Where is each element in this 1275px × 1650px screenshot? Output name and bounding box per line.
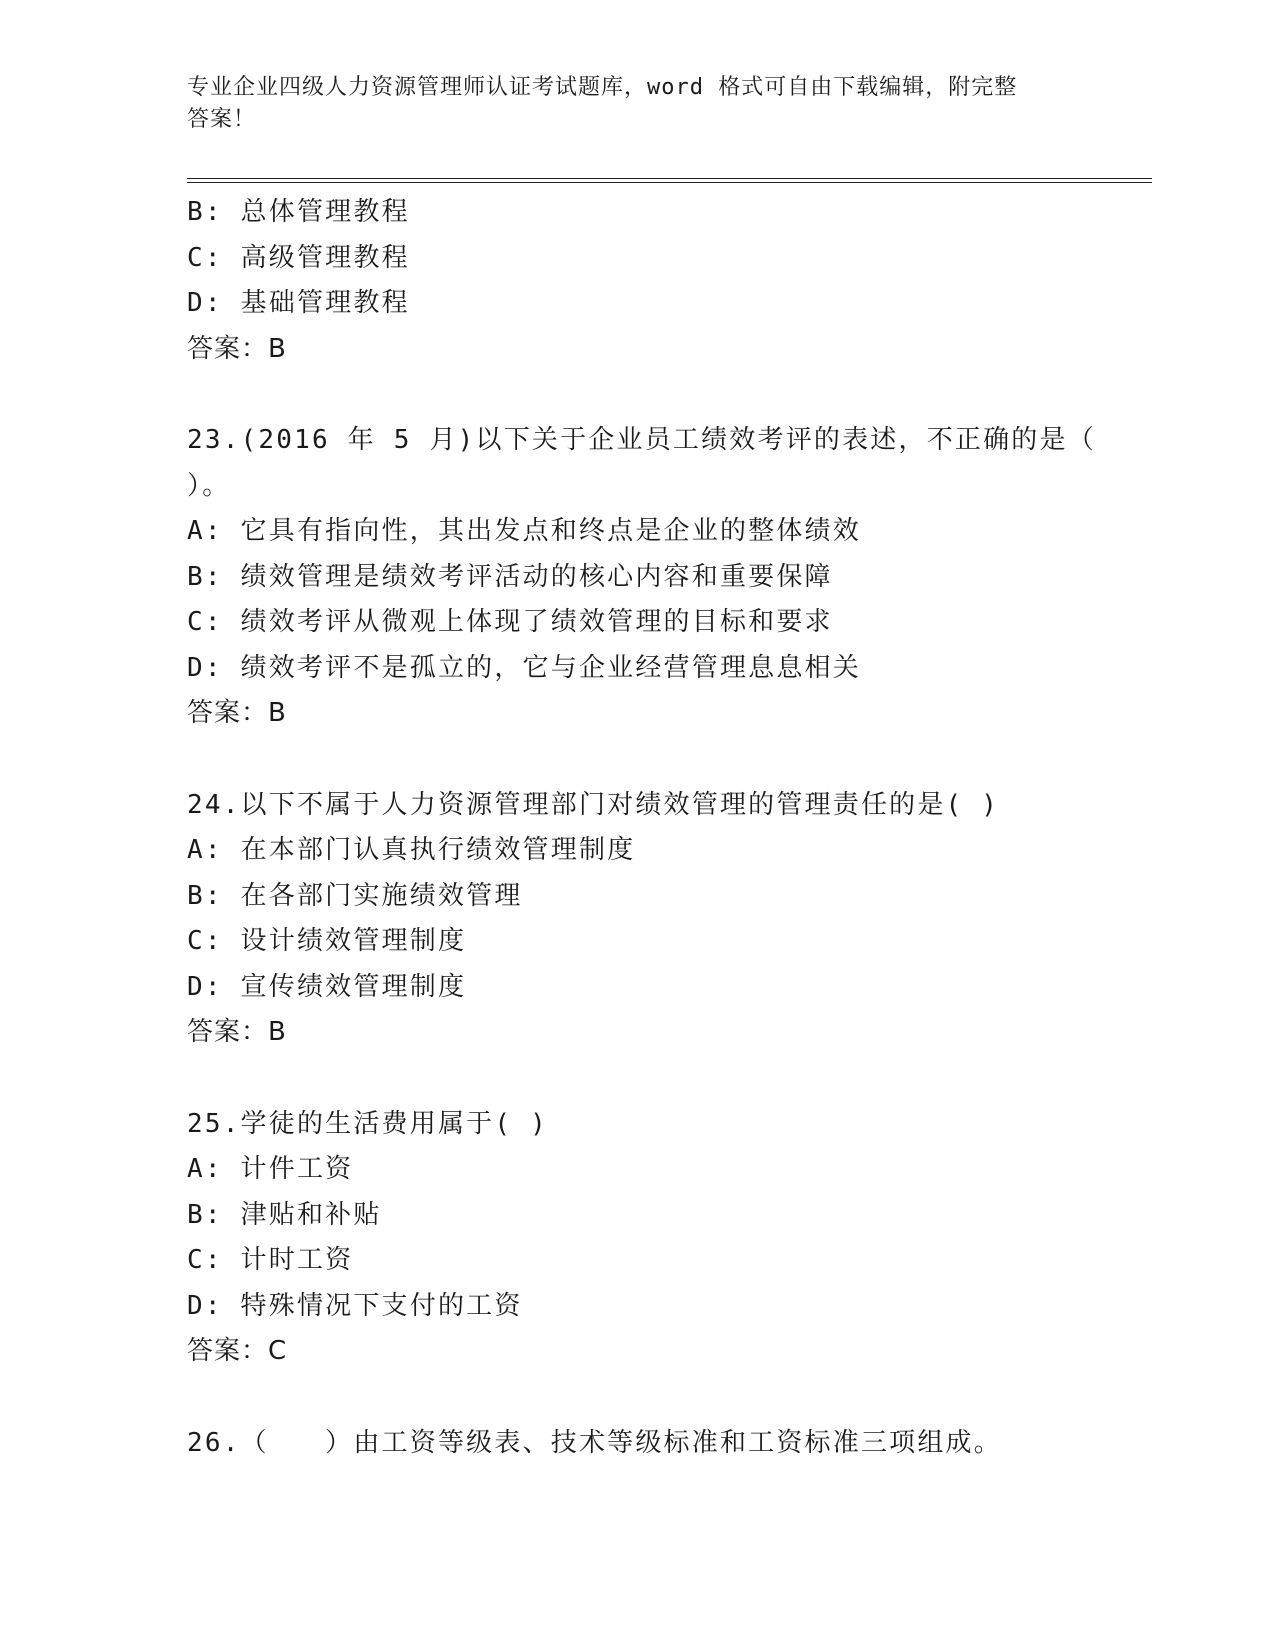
answer-label: 答案：B <box>187 333 287 364</box>
option-a: A: 计件工资 <box>187 1154 354 1184</box>
question-25 <box>187 1102 1152 1375</box>
question-stem-continued: ）。 <box>187 470 231 501</box>
question-24 <box>187 783 1152 1056</box>
option-b: B: 绩效管理是绩效考评活动的核心内容和重要保障 <box>187 561 833 592</box>
option-d: D: 基础管理教程 <box>187 288 410 318</box>
header-line-1: 专业企业四级人力资源管理师认证考试题库，word 格式可自由下载编辑，附完整 <box>187 75 1018 100</box>
option-d: D: 宣传绩效管理制度 <box>187 971 467 1002</box>
page-header <box>187 72 1087 136</box>
option-d: D: 绩效考评不是孤立的，它与企业经营管理息息相关 <box>187 652 861 683</box>
spacer <box>187 372 1152 418</box>
answer-label: 答案：B <box>187 698 287 728</box>
option-c: C: 计时工资 <box>187 1245 354 1275</box>
question-22-partial <box>187 190 1152 372</box>
document-body <box>187 190 1152 1466</box>
question-26 <box>187 1421 1152 1467</box>
option-a: A: 它具有指向性，其出发点和终点是企业的整体绩效 <box>187 516 861 546</box>
question-stem: 24.以下不属于人力资源管理部门对绩效管理的管理责任的是( ) <box>187 789 1000 820</box>
question-23 <box>187 418 1152 737</box>
option-d: D: 特殊情况下支付的工资 <box>187 1290 523 1321</box>
option-c: C: 绩效考评从微观上体现了绩效管理的目标和要求 <box>187 607 833 637</box>
option-b: B: 总体管理教程 <box>187 197 410 227</box>
option-b: B: 在各部门实施绩效管理 <box>187 880 523 911</box>
option-a: A: 在本部门认真执行绩效管理制度 <box>187 835 636 865</box>
answer-label: 答案：B <box>187 1017 287 1047</box>
option-b: B: 津贴和补贴 <box>187 1199 382 1230</box>
spacer <box>187 1375 1152 1421</box>
question-stem: 26.（ ）由工资等级表、技术等级标准和工资标准三项组成。 <box>187 1427 1002 1458</box>
question-stem: 25.学徒的生活费用属于( ) <box>187 1108 548 1139</box>
answer-label: 答案：C <box>187 1336 288 1366</box>
header-line-2: 答案！ <box>187 107 257 132</box>
question-stem: 23.(2016 年 5 月)以下关于企业员工绩效考评的表述，不正确的是（ <box>187 425 1096 455</box>
option-c: C: 高级管理教程 <box>187 242 410 273</box>
header-divider <box>187 178 1152 183</box>
spacer <box>187 737 1152 783</box>
option-c: C: 设计绩效管理制度 <box>187 926 467 956</box>
spacer <box>187 1056 1152 1102</box>
